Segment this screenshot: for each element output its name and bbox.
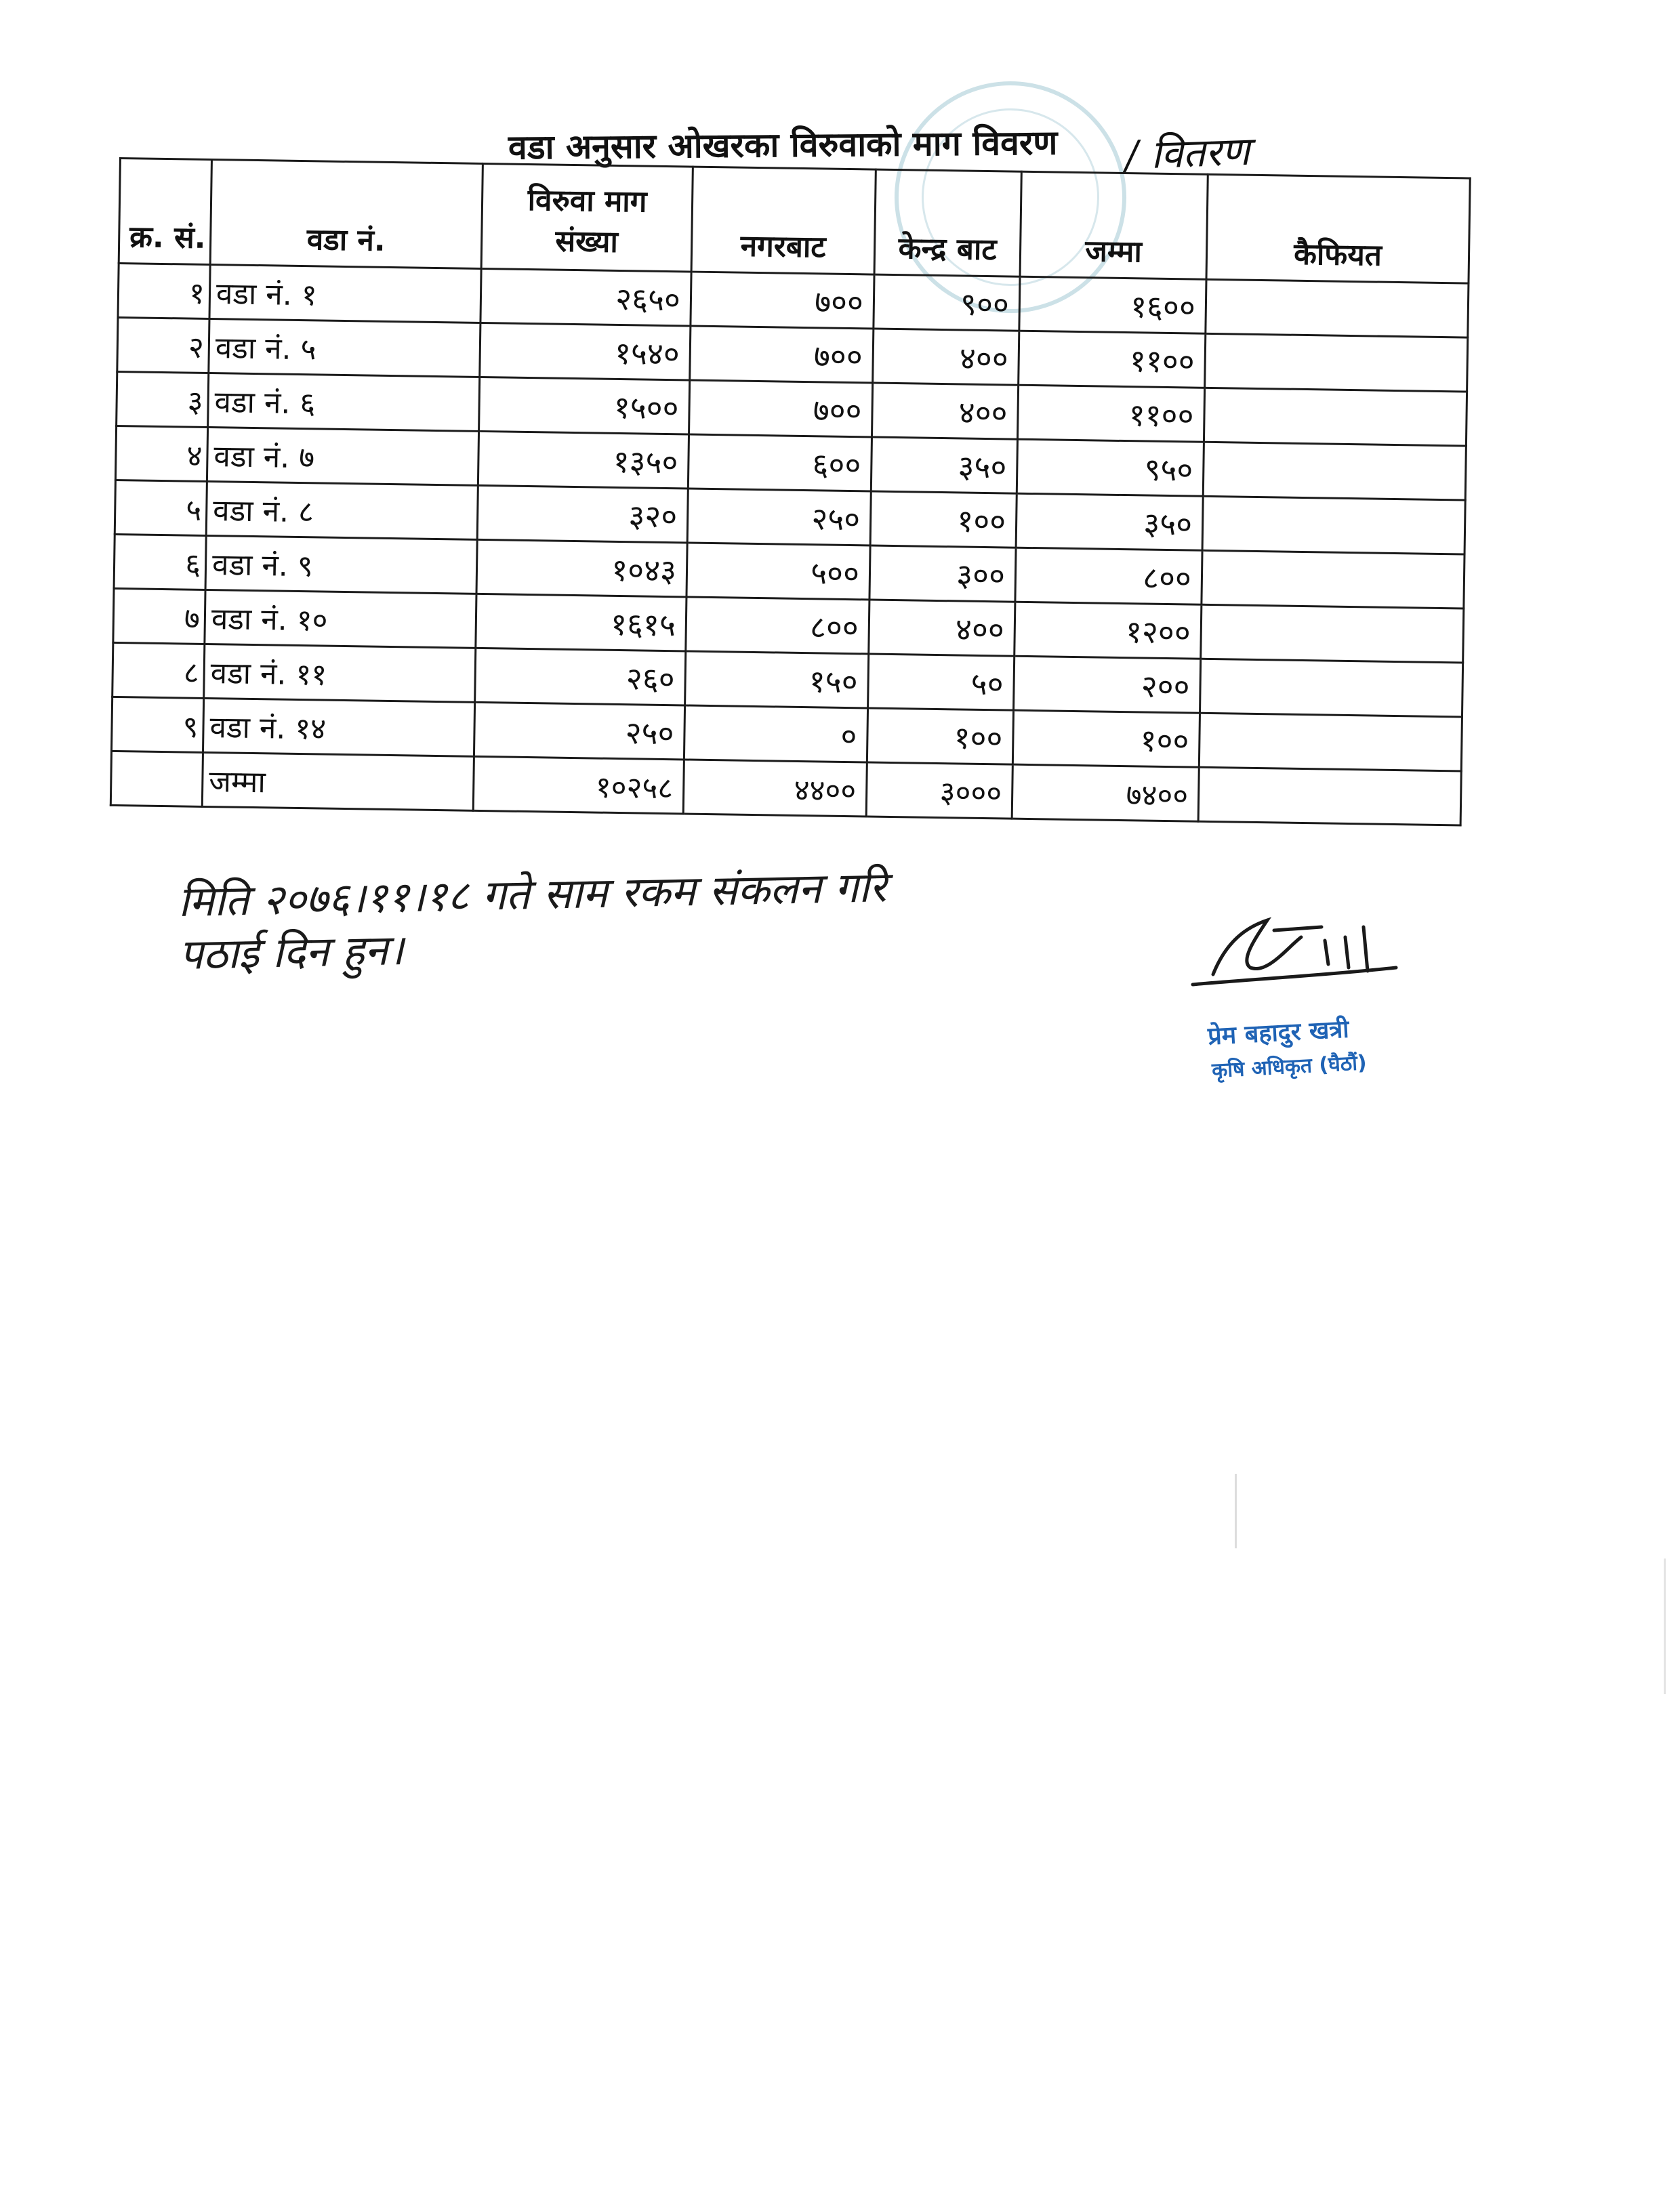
row-ward-number: वडा नं. ११ (204, 644, 476, 702)
total-from-center: ३००० (866, 762, 1012, 819)
header-remarks: कैफियत (1206, 174, 1470, 283)
row-ward-number: वडा नं. १ (209, 265, 481, 323)
signature-text: २०७६।११। (1288, 953, 1293, 955)
row-from-municipality: ५०० (687, 543, 870, 600)
row-seedling-demand: १५४० (480, 323, 691, 380)
row-ward-number: वडा नं. ८ (206, 481, 478, 539)
row-total: १६०० (1019, 276, 1206, 333)
header-serial-number: क्र. सं. (119, 159, 211, 265)
handwritten-note-line1: मिति २०७६।११।१८ गते साम रकम संकलन गरि (178, 862, 887, 926)
row-remarks (1205, 333, 1468, 392)
row-serial-number: ७ (113, 588, 205, 644)
row-from-center: १०० (867, 708, 1013, 764)
header-from-center: केन्द्र बाट (874, 169, 1021, 276)
document-title: वडा अनुसार ओखरका विरुवाको माग विवरण (508, 123, 1058, 167)
total-label: जम्मा (202, 752, 474, 810)
row-serial-number: १ (118, 264, 210, 319)
officer-title-stamp: कृषि अधिकृत (घैठौं) (1211, 1051, 1368, 1083)
row-from-municipality: १५० (685, 651, 869, 708)
total-demand: १०२५८ (473, 756, 684, 814)
row-remarks (1202, 496, 1465, 554)
row-ward-number: वडा नं. ६ (208, 373, 480, 431)
row-from-center: ३५० (871, 437, 1017, 493)
row-ward-number: वडा नं. ९ (205, 535, 477, 594)
row-seedling-demand: १३५० (478, 431, 689, 489)
header-ward-number: वडा नं. (210, 160, 483, 269)
scan-artifact (1235, 1474, 1237, 1548)
row-serial-number: ८ (112, 642, 205, 698)
walnut-seedling-demand-table (110, 157, 1471, 826)
row-from-municipality: ७०० (689, 380, 873, 437)
total-from-municipality: ४४०० (683, 760, 867, 817)
row-seedling-demand: २६५० (480, 268, 691, 326)
row-serial-number: ५ (115, 480, 207, 535)
row-total: १०० (1012, 710, 1200, 767)
row-from-municipality: ७०० (691, 272, 874, 329)
table-header-row (119, 159, 1470, 284)
header-from-municipality: नगरबाट (691, 167, 876, 274)
row-total: ९५० (1017, 439, 1204, 496)
header-seedling-demand: विरुवा माग संख्या (481, 163, 693, 272)
scan-artifact (1664, 1559, 1666, 1694)
row-remarks (1204, 388, 1467, 446)
row-remarks (1203, 442, 1466, 500)
row-from-center: ५० (868, 654, 1015, 710)
officer-signature (1186, 900, 1410, 995)
row-serial-number: ४ (115, 426, 207, 481)
row-serial-number: ३ (117, 371, 209, 427)
row-total: ११०० (1017, 385, 1204, 442)
row-remarks (1199, 713, 1462, 771)
row-total: २०० (1014, 656, 1201, 713)
row-ward-number: वडा नं. १० (205, 590, 476, 648)
row-remarks (1200, 659, 1463, 717)
row-from-center: ४०० (869, 600, 1015, 656)
row-seedling-demand: १६१५ (476, 594, 687, 651)
row-remarks (1202, 550, 1464, 608)
row-from-municipality: ८०० (686, 597, 869, 654)
row-ward-number: वडा नं. १४ (203, 698, 474, 756)
demand-table-container (110, 157, 1469, 824)
row-from-municipality: ६०० (688, 434, 872, 491)
header-total: जम्मा (1020, 171, 1208, 279)
row-serial-number: ६ (114, 534, 206, 590)
row-seedling-demand: १०४३ (476, 539, 687, 597)
row-seedling-demand: ३२० (477, 485, 688, 543)
row-total: ११०० (1019, 331, 1206, 388)
row-from-center: १०० (870, 491, 1017, 548)
total-serial-cell (110, 751, 203, 806)
row-from-municipality: ० (684, 705, 867, 762)
row-total: ८०० (1015, 548, 1202, 604)
row-from-municipality: ७०० (690, 326, 874, 383)
row-seedling-demand: २५० (474, 702, 684, 760)
row-from-municipality: २५० (687, 489, 871, 545)
row-ward-number: वडा नं. ७ (207, 427, 478, 485)
officer-name-stamp: प्रेम बहादुर खत्री (1207, 1015, 1350, 1051)
row-from-center: ३०० (869, 545, 1016, 602)
handwritten-note (178, 856, 1128, 981)
row-remarks (1206, 279, 1469, 337)
row-total: ३५० (1016, 493, 1203, 550)
row-seedling-demand: २६० (475, 648, 686, 705)
row-total: १२०० (1015, 602, 1202, 659)
row-ward-number: वडा नं. ५ (209, 318, 480, 377)
total-total: ७४०० (1012, 764, 1199, 821)
handwritten-title-note: / वितरण (1124, 127, 1251, 179)
row-serial-number: ९ (111, 697, 203, 752)
row-seedling-demand: १५०० (479, 377, 690, 434)
row-from-center: ४०० (872, 383, 1018, 439)
handwritten-note-line2: पठाई दिन हुन। (178, 925, 405, 979)
row-from-center: ९०० (874, 274, 1020, 331)
row-from-center: ४०० (873, 329, 1019, 385)
total-remarks (1198, 767, 1461, 825)
row-serial-number: २ (117, 317, 209, 373)
row-remarks (1201, 604, 1464, 663)
